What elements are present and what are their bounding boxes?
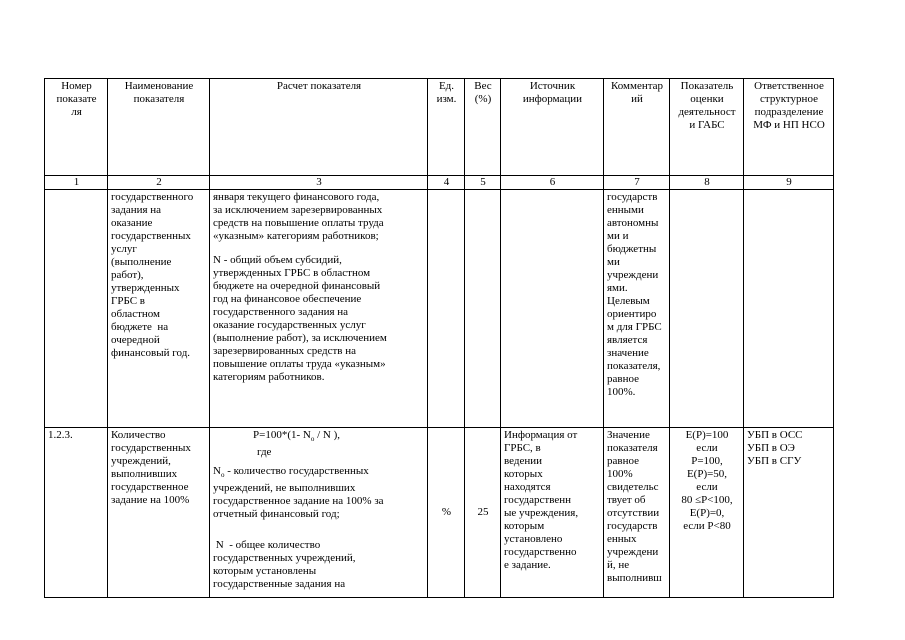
- header-cell-calculation: [210, 79, 428, 176]
- text-line: УБП в ОСС: [747, 429, 803, 441]
- continued-unit-cell: [428, 190, 465, 428]
- header-unit-label: Ед. изм.: [436, 80, 457, 105]
- text-line: выполнивш: [607, 572, 662, 584]
- text-line: P=100,: [691, 455, 723, 467]
- text-line: свидетельс: [607, 481, 659, 493]
- indicator-name-cell: [108, 428, 210, 598]
- text-line: м для ГРБС: [607, 321, 662, 333]
- column-number: 3: [210, 176, 428, 190]
- formula-subscript: о: [310, 435, 315, 444]
- text-line: (выполнение работ), за исключением: [213, 332, 387, 344]
- text-line: бюджете на: [111, 321, 169, 333]
- column-number: 7: [604, 176, 670, 190]
- header-name-label: Наименование показателя: [124, 80, 194, 105]
- text-line: если P<80: [683, 520, 731, 532]
- text-line: которым: [504, 520, 545, 532]
- column-number: 8: [670, 176, 744, 190]
- continued-source-cell: [501, 190, 604, 428]
- text-line: отсутствии: [607, 507, 660, 519]
- column-number: 1: [45, 176, 108, 190]
- text-line: которых: [504, 468, 543, 480]
- text-line: средств на повышение оплаты труда: [213, 217, 384, 229]
- text-line: E(P)=0,: [689, 507, 725, 519]
- text-line: енными: [607, 204, 644, 216]
- text-line: государственных учреждений,: [213, 552, 356, 565]
- text-line: повышение оплаты труда «указным»: [213, 358, 386, 370]
- text-line: за исключением зарезервированных: [213, 204, 383, 216]
- text-line: Целевым: [607, 295, 650, 307]
- header-row: [45, 79, 834, 176]
- indicator-assessment-cell: [670, 428, 744, 598]
- text-line: учреждени: [607, 269, 659, 281]
- continued-name-cell: [108, 190, 210, 428]
- text-line: N - общий объем субсидий,: [213, 254, 342, 266]
- header-cell-unit: [428, 79, 465, 176]
- text-line: государственных: [111, 442, 191, 454]
- text-line: финансовый год.: [111, 347, 191, 359]
- text-line: областном: [111, 308, 161, 320]
- text-line: очередной: [111, 334, 160, 346]
- header-calculation-label: Расчет показателя: [276, 80, 362, 92]
- text-line: выполнивших: [111, 468, 178, 480]
- text-line: год на финансовое обеспечение: [213, 293, 362, 305]
- text-line: ориентиро: [607, 308, 657, 320]
- text-line: государственное задание на 100% за: [213, 495, 384, 508]
- table-row-1-2-3: [45, 428, 834, 598]
- text-line: показателя,: [607, 360, 661, 372]
- text-line: N - общее количество: [213, 539, 321, 552]
- indicator-weight: 25: [465, 428, 501, 598]
- text-line: задания на: [111, 204, 162, 216]
- header-cell-source: [501, 79, 604, 176]
- text-line: бюджете на очередной финансовый: [213, 280, 381, 292]
- header-cell-comment: [604, 79, 670, 176]
- text-line: утвержденных: [111, 282, 180, 294]
- text-line: «указным» категориям работников;: [213, 230, 379, 242]
- header-weight-label: Вес (%): [474, 80, 492, 105]
- text-line: Значение: [607, 429, 650, 441]
- text-line: государств: [607, 520, 658, 532]
- column-number: 9: [744, 176, 834, 190]
- text-line: Информация от: [504, 429, 578, 441]
- column-number: 5: [465, 176, 501, 190]
- text-line: оказание государственных услуг: [213, 319, 366, 331]
- header-cell-assessment: [670, 79, 744, 176]
- text-line: является: [607, 334, 648, 346]
- header-cell-name: [108, 79, 210, 176]
- continued-calculation-cell: [210, 190, 428, 428]
- continued-weight-cell: [465, 190, 501, 428]
- text-line: государственное: [111, 481, 189, 493]
- text-line: E(P)=50,: [686, 468, 728, 480]
- text-line: ведении: [504, 455, 543, 467]
- indicator-unit: %: [428, 428, 465, 598]
- continued-number-cell: [45, 190, 108, 428]
- formula-main: P=100*(1- N: [253, 429, 311, 441]
- indicator-responsible-cell: [744, 428, 834, 598]
- header-responsible-label: Ответственное структурное подразделение МФ и НП НСО: [753, 80, 825, 131]
- text-line: ями.: [607, 282, 628, 294]
- text-line: утвержденных ГРБС в областном: [213, 267, 371, 279]
- text-line: ГРБС в: [111, 295, 145, 307]
- indicator-number: 1.2.3.: [45, 428, 108, 598]
- header-cell-responsible: [744, 79, 834, 176]
- formula-where: где: [257, 446, 272, 459]
- text-line: января текущего финансового года,: [213, 191, 380, 203]
- text-line: государственных: [111, 230, 191, 242]
- text-line: учреждений, не выполнивших: [213, 482, 356, 495]
- text-line: 100%.: [607, 386, 636, 398]
- text-line: ми: [607, 256, 620, 268]
- indicator-calculation-cell: [210, 428, 428, 598]
- formula-tail: / N ),: [314, 429, 341, 441]
- header-assessment-label: Показатель оценки деятельност и ГАБС: [678, 80, 736, 131]
- text-line: 80 ≤P<100,: [681, 494, 733, 506]
- text-line: зарезервированных средств на: [213, 345, 357, 357]
- text-line: государственного: [111, 191, 194, 203]
- text-line: УБП в ОЭ: [747, 442, 795, 454]
- table-row-continued: [45, 190, 834, 428]
- text-line: енных: [607, 533, 637, 545]
- text-line: ми и: [607, 230, 629, 242]
- symbol-n-o: N: [213, 465, 221, 478]
- text-line: твует об: [607, 494, 646, 506]
- text-line: которым установлены: [213, 565, 317, 578]
- text-line: (выполнение: [111, 256, 172, 268]
- text-line: [213, 465, 425, 482]
- text-line: оказание: [111, 217, 153, 229]
- continued-comment-cell: [604, 190, 670, 428]
- header-source-label: Источник информации: [522, 80, 583, 105]
- text-line: показателя: [607, 442, 658, 454]
- text-line: 100%: [607, 468, 633, 480]
- text-line: работ),: [111, 269, 144, 281]
- text-line: бюджетны: [607, 243, 657, 255]
- column-number: 2: [108, 176, 210, 190]
- text-line: равное: [607, 455, 639, 467]
- header-cell-weight: [465, 79, 501, 176]
- indicator-comment-cell: [604, 428, 670, 598]
- continued-responsible-cell: [744, 190, 834, 428]
- text-line: ГРБС, в: [504, 442, 541, 454]
- column-number: 4: [428, 176, 465, 190]
- text-line: учреждени: [607, 546, 659, 558]
- text-line: государственные задания на: [213, 578, 346, 591]
- text-line: задание на 100%: [111, 494, 190, 506]
- column-number: 6: [501, 176, 604, 190]
- text-line: категориям работников.: [213, 371, 325, 383]
- text-line: государственн: [504, 494, 572, 506]
- text-line: если: [696, 442, 718, 454]
- text-line: отчетный финансовый год;: [213, 508, 340, 521]
- text-line: если: [696, 481, 718, 493]
- text-line: значение: [607, 347, 649, 359]
- text-line: находятся: [504, 481, 551, 493]
- symbol-subscript: о: [220, 471, 225, 480]
- indicator-source-cell: [501, 428, 604, 598]
- text-line: равное: [607, 373, 639, 385]
- text-line: установлено: [504, 533, 563, 545]
- indicator-table: [44, 78, 834, 598]
- header-number-label: Номер показате ля: [56, 80, 97, 118]
- formula: [213, 429, 425, 446]
- text-line: государственного задания на: [213, 306, 349, 318]
- text-line: УБП в СГУ: [747, 455, 802, 467]
- header-comment-label: Комментар ий: [610, 80, 664, 105]
- header-cell-number: [45, 79, 108, 176]
- continued-assessment-cell: [670, 190, 744, 428]
- text-line: учреждений,: [111, 455, 171, 467]
- text-line: ые учреждения,: [504, 507, 579, 519]
- text-line: й, не: [607, 559, 630, 571]
- text-line: е задание.: [504, 559, 551, 571]
- text-line: государственно: [504, 546, 577, 558]
- column-number-row: [45, 176, 834, 190]
- text-fragment: - количество государственных: [224, 465, 369, 478]
- text-line: E(P)=100: [685, 429, 729, 441]
- text-line: автономны: [607, 217, 659, 229]
- text-line: государств: [607, 191, 658, 203]
- text-line: услуг: [111, 243, 137, 255]
- text-line: Количество: [111, 429, 166, 441]
